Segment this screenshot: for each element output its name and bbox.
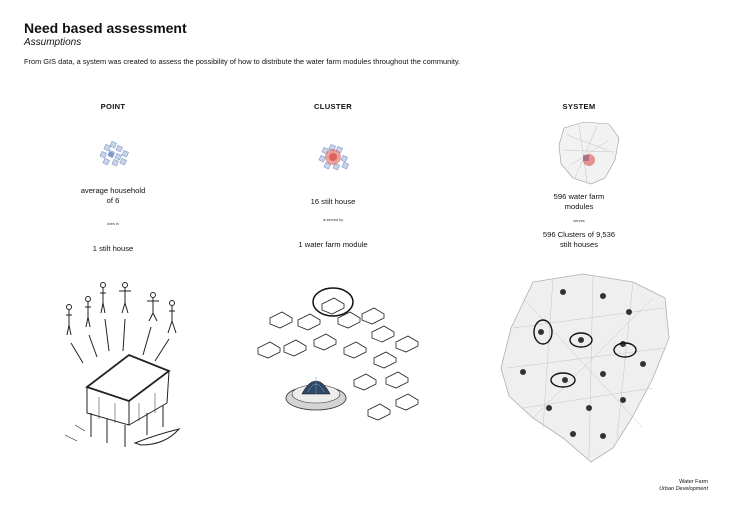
stilt-house-icon — [362, 308, 384, 324]
stilt-house-icon — [396, 394, 418, 410]
point-line1: average household of 6 — [80, 186, 146, 205]
stilt-house-icon — [354, 374, 376, 390]
point-connector: lives in — [107, 222, 119, 226]
stilt-house-icon — [368, 404, 390, 420]
stilt-house-icon — [270, 312, 292, 328]
page-title: Need based assessment — [24, 20, 187, 36]
stilt-house-icon — [284, 340, 306, 356]
system-line1: 596 water farm modules — [553, 192, 605, 211]
footer-project: Water Farm — [679, 479, 708, 485]
person-icon — [85, 297, 91, 328]
stilt-house-icon — [396, 336, 418, 352]
person-icon — [147, 293, 159, 322]
cluster-line1: 16 stilt house — [310, 197, 356, 206]
point-line2: 1 stilt house — [92, 244, 134, 253]
stilt-house-icon — [344, 342, 366, 358]
stilt-house-icon — [386, 372, 408, 388]
point-plot-icon — [43, 0, 183, 190]
cluster-line2: 1 water farm module — [298, 240, 368, 249]
stilt-house-icon — [372, 326, 394, 342]
stilt-house-icon — [322, 298, 344, 314]
person-icon — [100, 283, 106, 314]
cluster-connector: is served by — [322, 218, 344, 222]
system-line2: 596 Clusters of 9,536 stilt houses — [542, 230, 616, 249]
person-icon — [168, 301, 176, 334]
intro-text: From GIS data, a system was created to assess the possibility of how to distribute the water farm modules throughout the community. — [24, 57, 461, 66]
page-subtitle: Assumptions — [24, 37, 82, 48]
person-icon — [66, 305, 72, 336]
cluster-illustration — [250, 282, 425, 442]
column-heading: CLUSTER — [314, 102, 352, 111]
system-map-illustration — [493, 268, 673, 468]
stilt-house-icon — [298, 314, 320, 330]
water-farm-module-icon — [286, 377, 346, 410]
stilt-house-icon — [258, 342, 280, 358]
point-illustration — [55, 275, 205, 455]
person-icon — [119, 283, 131, 314]
cluster-plot-icon — [263, 0, 403, 190]
system-map-icon — [509, 0, 649, 190]
stilt-house-icon — [314, 334, 336, 350]
footer-section: Urban Development — [659, 486, 708, 492]
system-connector: serves — [573, 219, 585, 223]
stilt-house-icon — [374, 352, 396, 368]
column-heading: POINT — [100, 102, 126, 111]
column-heading: SYSTEM — [562, 102, 596, 111]
